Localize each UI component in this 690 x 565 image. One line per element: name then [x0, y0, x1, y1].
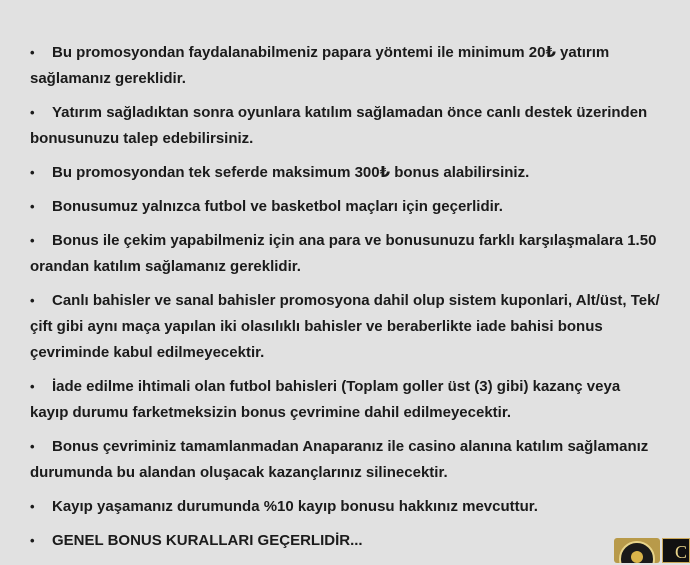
bullet-icon: •	[30, 45, 35, 60]
logo-emblem-center-icon	[631, 551, 643, 563]
rule-item	[30, 160, 660, 186]
bullet-icon: •	[30, 499, 35, 514]
corner-badges[interactable]	[614, 536, 690, 563]
bullet-icon: •	[30, 439, 35, 454]
rule-item	[30, 434, 660, 486]
rule-item	[30, 228, 660, 280]
logo-emblem-icon	[619, 541, 655, 563]
rule-item	[30, 528, 660, 554]
rule-text: Canlı bahisler ve sanal bahisler promosyona dahil olup sistem kuponlari, Alt/üst, Tek/çift gibi aynı maça yapılan iki olasılıklı bahisler ve beraberlikte iade bahisi bonus çevriminde kabul edilmeyecektir.	[30, 292, 660, 361]
rule-text: Bonusumuz yalnızca futbol ve basketbol maçları için geçerlidir.	[52, 198, 503, 215]
bullet-icon: •	[30, 293, 35, 308]
bullet-icon: •	[30, 233, 35, 248]
bullet-icon: •	[30, 379, 35, 394]
rule-text: İade edilme ihtimali olan futbol bahisleri (Toplam goller üst (3) gibi) kazanç veya kayıp durumu farketmeksizin bonus çevrimine dahil edilmeyecektir.	[30, 378, 621, 421]
bullet-icon: •	[30, 165, 35, 180]
rule-text: Bonus çevriminiz tamamlanmadan Anaparanız ile casino alanına katılım sağlamanız durumunda bu alandan oluşacak kazançlarınız silinecektir.	[30, 438, 649, 481]
rule-item	[30, 374, 660, 426]
rule-item	[30, 494, 660, 520]
bullet-icon: •	[30, 199, 35, 214]
rule-text: Bonus ile çekim yapabilmeniz için ana para ve bonusunuzu farklı karşılaşmalara 1.50 orandan katılım sağlamanız gereklidir.	[30, 232, 657, 275]
rule-text: Kayıp yaşamanız durumunda %10 kayıp bonusu hakkınız mevcuttur.	[52, 498, 538, 515]
casino-logo-icon[interactable]	[614, 538, 660, 563]
rule-item	[30, 100, 660, 152]
rules-list	[30, 40, 660, 562]
rule-text: Yatırım sağladıktan sonra oyunlara katılım sağlamadan önce canlı destek üzerinden bonusunuzu talep edebilirsiniz.	[30, 104, 648, 147]
rule-text: Bu promosyondan faydalanabilmeniz papara yöntemi ile minimum 20₺ yatırım sağlamanız gereklidir.	[30, 44, 610, 87]
brand-badge[interactable]: C	[662, 538, 690, 563]
rule-text: GENEL BONUS KURALLARI GEÇERLIDİR...	[52, 532, 363, 549]
rule-item	[30, 40, 660, 92]
rule-text: Bu promosyondan tek seferde maksimum 300₺ bonus alabilirsiniz.	[52, 164, 530, 181]
bullet-icon: •	[30, 533, 35, 548]
rule-item	[30, 288, 660, 366]
rule-item	[30, 194, 660, 220]
bullet-icon: •	[30, 105, 35, 120]
